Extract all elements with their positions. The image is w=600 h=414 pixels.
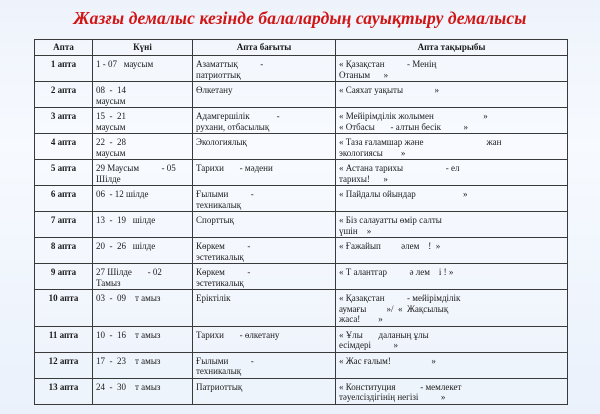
header-direction: Апта бағыты — [193, 40, 336, 56]
direction-cell — [193, 212, 336, 238]
topic-cell-line: тарихы! » — [339, 173, 388, 184]
table-row — [35, 238, 568, 264]
table-row — [35, 290, 568, 327]
date-cell — [93, 56, 193, 82]
direction-cell — [193, 108, 336, 134]
topic-cell — [336, 134, 568, 160]
date-cell-line: 1 - 07 маусым — [96, 59, 154, 69]
table-row — [35, 352, 568, 378]
topic-cell-line: « Т алантгар ә лем і ! » — [339, 267, 454, 277]
topic-cell — [336, 352, 568, 378]
topic-cell-line: « Ғажайып әлем ! » — [339, 241, 441, 251]
topic-cell — [336, 212, 568, 238]
direction-cell — [193, 82, 336, 108]
header-topic: Апта тақырыбы — [336, 40, 568, 56]
topic-cell — [336, 238, 568, 264]
direction-cell-line: Патриоттық — [196, 381, 243, 392]
direction-cell-line: Еріктілік — [196, 293, 231, 303]
date-cell-line: 17 - 23 т амыз — [96, 355, 161, 366]
direction-cell-line: Көркем - — [196, 241, 251, 251]
direction-cell — [193, 134, 336, 160]
table-row — [35, 212, 568, 238]
topic-cell — [336, 108, 568, 134]
header-week: Апта — [35, 40, 93, 56]
topic-cell — [336, 290, 568, 327]
week-cell: 2 апта — [35, 82, 93, 108]
date-cell-line: 20 - 26 шілде — [96, 241, 156, 251]
topic-cell-line: « Жас ғалым! » — [339, 355, 436, 366]
date-cell-line: 27 Шілде - 02 — [96, 267, 162, 277]
direction-cell-line: Өлкетану — [196, 85, 233, 95]
direction-cell — [193, 352, 336, 378]
direction-cell-line: техникалық — [196, 366, 242, 376]
topic-cell — [336, 264, 568, 290]
topic-cell-line: экологиясы » — [339, 147, 406, 158]
direction-cell — [193, 186, 336, 212]
direction-cell — [193, 290, 336, 327]
table-body — [35, 56, 568, 405]
week-cell: 11 апта — [35, 326, 93, 352]
date-cell — [93, 108, 193, 134]
direction-cell — [193, 326, 336, 352]
topic-cell-line: жаса! » — [339, 314, 383, 324]
date-cell — [93, 378, 193, 404]
topic-cell-line: « Қазақстан - Менің — [339, 59, 437, 69]
week-cell: 9 апта — [35, 264, 93, 290]
date-cell-line: 10 - 16 т амыз — [96, 329, 161, 340]
date-cell — [93, 238, 193, 264]
table-row — [35, 108, 568, 134]
week-cell: 8 апта — [35, 238, 93, 264]
date-cell-line: 13 - 19 шілде — [96, 215, 156, 225]
topic-cell-line: « Таза ғаламшар және жан — [339, 137, 502, 147]
direction-cell-line: Тарихи - мәдени — [196, 163, 273, 173]
table-row — [35, 264, 568, 290]
table-header-row — [35, 40, 568, 56]
date-cell-line: 06 - 12 шілде — [96, 189, 149, 199]
topic-cell-line: « Қазақстан - мейірімділік — [339, 293, 461, 303]
table-row — [35, 186, 568, 212]
schedule-table — [34, 39, 568, 405]
week-cell: 10 апта — [35, 290, 93, 327]
direction-cell-line: техникалық — [196, 199, 242, 210]
topic-cell-line: « Біз салауатты өмір салты — [339, 215, 442, 225]
topic-cell — [336, 326, 568, 352]
topic-cell-line: « Саяхат уақыты » — [339, 85, 439, 95]
direction-cell-line: Тарихи - өлкетану — [196, 329, 280, 340]
direction-cell-line: рухани, отбасылық — [196, 121, 270, 132]
table-row — [35, 326, 568, 352]
week-cell: 6 апта — [35, 186, 93, 212]
week-cell: 12 апта — [35, 352, 93, 378]
date-cell-line: 24 - 30 т амыз — [96, 381, 161, 392]
topic-cell-line: « Мейірімділік жолымен » — [339, 111, 488, 121]
week-cell: 5 апта — [35, 160, 93, 186]
date-cell — [93, 352, 193, 378]
direction-cell-line: патриоттық — [196, 69, 241, 80]
table-row — [35, 134, 568, 160]
direction-cell-line: эстетикалық — [196, 251, 244, 262]
direction-cell-line: Адамгершілік - — [196, 111, 280, 121]
table-row — [35, 82, 568, 108]
topic-cell-line: « Пайдалы ойындар » — [339, 189, 468, 199]
topic-cell-line: « Астана тарихы - ел — [339, 163, 460, 173]
date-cell-line: маусым — [96, 95, 126, 106]
direction-cell-line: эстетикалық — [196, 277, 244, 288]
table-row — [35, 160, 568, 186]
week-cell: 4 апта — [35, 134, 93, 160]
direction-cell — [193, 264, 336, 290]
date-cell — [93, 134, 193, 160]
topic-cell — [336, 56, 568, 82]
direction-cell-line: Көркем - — [196, 267, 251, 277]
date-cell-line: маусым — [96, 121, 126, 132]
topic-cell-line: үшін » — [339, 225, 372, 236]
direction-cell — [193, 378, 336, 404]
direction-cell — [193, 238, 336, 264]
week-cell: 7 апта — [35, 212, 93, 238]
direction-cell-line: Экологиялық — [196, 137, 247, 147]
date-cell-line: 03 - 09 т амыз — [96, 293, 161, 303]
date-cell — [93, 160, 193, 186]
topic-cell-line: аумағы »/ « Жақсылық — [339, 303, 449, 314]
date-cell-line: Тамыз — [96, 277, 121, 288]
date-cell-line: 08 - 14 — [96, 85, 126, 95]
direction-cell-line: Ғылыми - — [196, 355, 254, 366]
date-cell-line: 22 - 28 — [96, 137, 126, 147]
week-cell: 3 апта — [35, 108, 93, 134]
topic-cell-line: « Ұлы даланың ұлы — [339, 329, 429, 340]
page-title: Жазғы демалыс кезінде балалардың сауықтыру демалысы — [73, 8, 527, 28]
direction-cell — [193, 160, 336, 186]
date-cell-line: 15 - 21 — [96, 111, 126, 121]
date-cell-line: маусым — [96, 147, 126, 158]
week-cell: 13 апта — [35, 378, 93, 404]
topic-cell — [336, 378, 568, 404]
header-day: Күні — [93, 40, 193, 56]
date-cell — [93, 212, 193, 238]
date-cell-line: 29 Маусым - 05 — [96, 163, 176, 173]
date-cell — [93, 264, 193, 290]
topic-cell — [336, 160, 568, 186]
direction-cell-line: Ғылыми - — [196, 189, 254, 199]
date-cell — [93, 82, 193, 108]
table-row — [35, 56, 568, 82]
date-cell — [93, 326, 193, 352]
topic-cell-line: « Конституция - мемлекет — [339, 381, 462, 392]
topic-cell — [336, 82, 568, 108]
topic-cell — [336, 186, 568, 212]
direction-cell-line: Азаматтық - — [196, 59, 264, 69]
week-cell: 1 апта — [35, 56, 93, 82]
table-row — [35, 378, 568, 404]
direction-cell — [193, 56, 336, 82]
topic-cell-line: тәуелсіздігінің негізі » — [339, 392, 446, 402]
topic-cell-line: « Отбасы - алтын бесік » — [339, 121, 468, 132]
date-cell — [93, 186, 193, 212]
topic-cell-line: есімдері » — [339, 340, 398, 350]
date-cell — [93, 290, 193, 327]
direction-cell-line: Спорттық — [196, 215, 234, 225]
date-cell-line: Шілде — [96, 173, 121, 184]
topic-cell-line: Отаным » — [339, 69, 389, 80]
